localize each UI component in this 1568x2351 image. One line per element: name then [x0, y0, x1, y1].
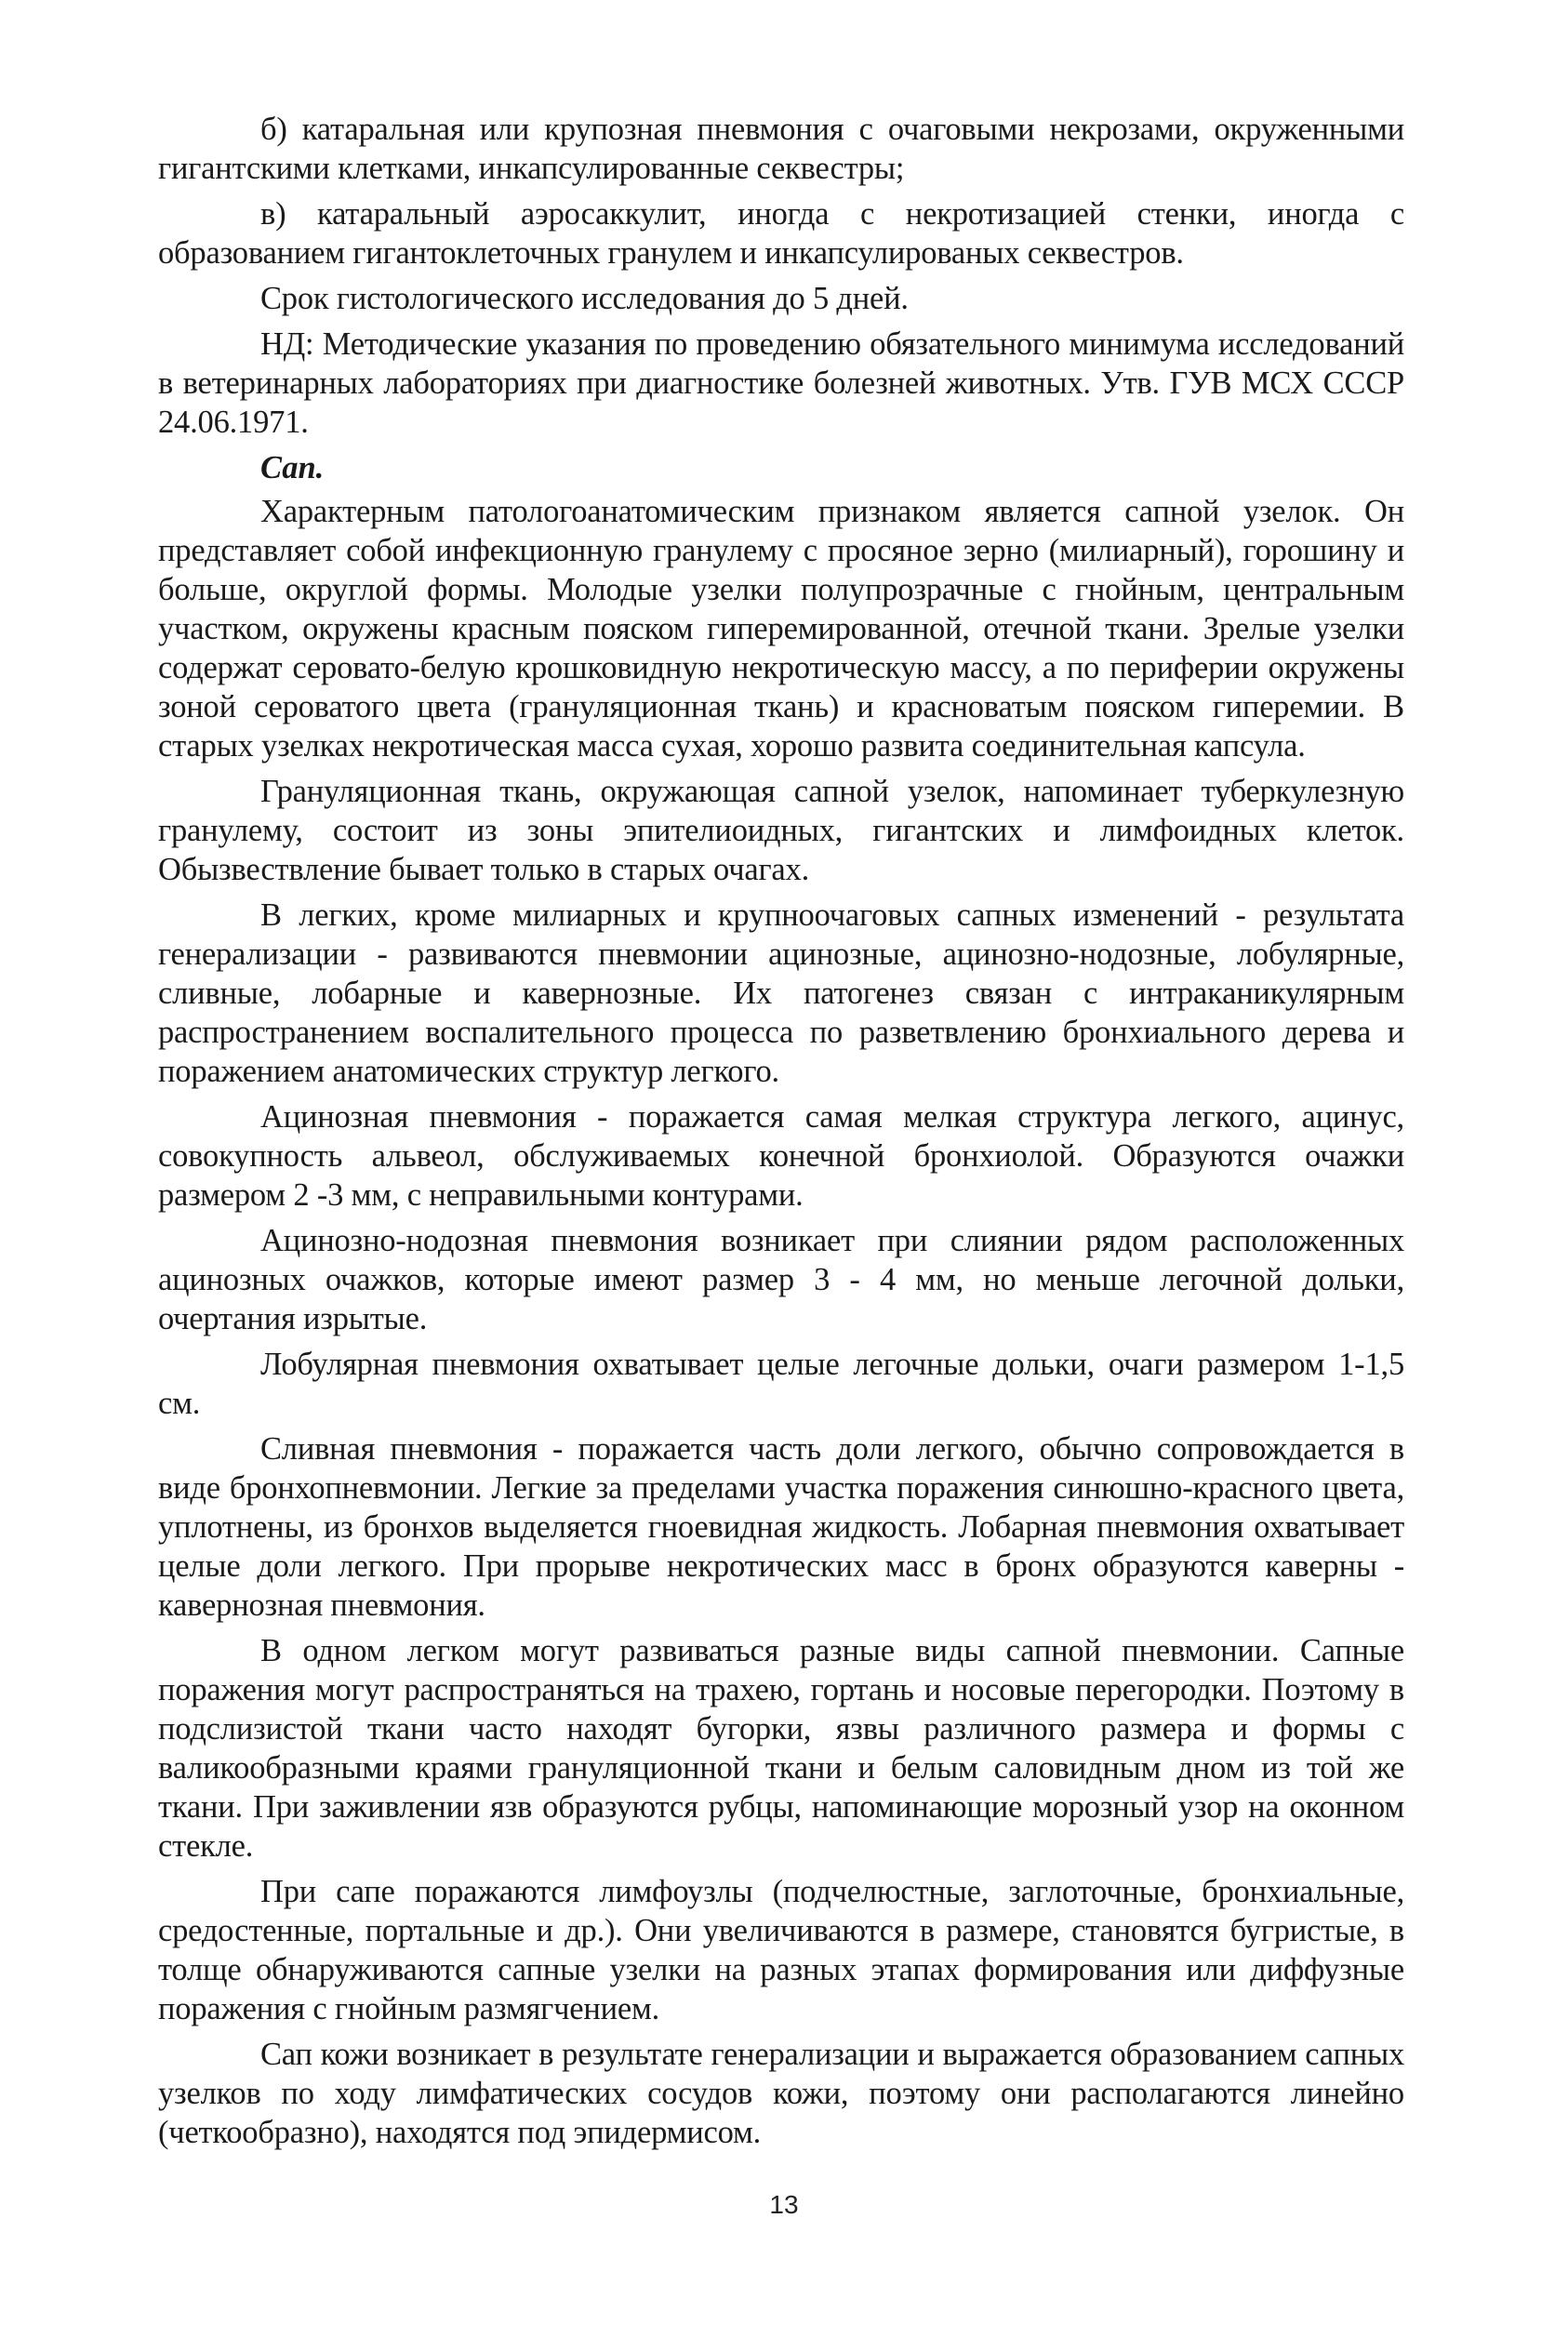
paragraph-lymph-nodes: При сапе поражаются лимфоузлы (подчелюстные, заглоточные, бронхиальные, средостенные, портальные и др.). Они увеличиваются в размере, становятся бугристые, в толще обнаруживаются сапные узелки на разных этапах формирования или диффузные поражения с гнойным размягчением.	[158, 1874, 1404, 2026]
paragraph-granulation-tissue: Грануляционная ткань, окружающая сапной узелок, напоминает туберкулезную гранулему, состоит из зоны эпителиоидных, гигантских и лимфоидных клеток. Обызвествление бывает только в старых очагах.	[158, 774, 1404, 887]
paragraph-item-b: б) катаральная или крупозная пневмония с очаговыми некрозами, окруженными гигантскими клетками, инкапсулированные секвестры;	[158, 112, 1404, 186]
section-heading: Сап.	[260, 450, 325, 485]
paragraph-item-v: в) катаральный аэросаккулит, иногда с некротизацией стенки, иногда с образованием гигантоклеточных гранулем и инкапсулированых секвестров.	[158, 196, 1404, 271]
paragraph-normative-doc: НД: Методические указания по проведению обязательного минимума исследований в ветеринарных лабораториях при диагностике болезней животных. Утв. ГУВ МСХ СССР 24.06.1971.	[158, 326, 1404, 440]
document-page	[158, 110, 1404, 2239]
paragraph-glanders-nodule: Характерным патологоанатомическим признаком является сапной узелок. Он представляет собой инфекционную гранулему с просяное зерно (милиарный), горошину и больше, округлой формы. Молодые узелки полупрозрачные с гнойным, центральным участком, окружены красным пояском гиперемированной, отечной ткани. Зрелые узелки содержат серовато-белую крошковидную некротическую массу, а по периферии окружены зоной сероватого цвета (грануляционная ткань) и красноватым пояском гиперемии. В старых узелках некротическая масса сухая, хорошо развита соединительная капсула.	[158, 494, 1404, 764]
paragraph-exam-term: Срок гистологического исследования до 5 дней.	[260, 281, 909, 316]
paragraph-lobular-pneumonia: Лобулярная пневмония охватывает целые легочные дольки, очаги размером 1-1,5 см.	[158, 1347, 1404, 1421]
paragraph-acinous-pneumonia: Ацинозная пневмония - поражается самая мелкая структура легкого, ацинус, совокупность альвеол, обслуживаемых конечной бронхиолой. Образуются очажки размером 2 -3 мм, с неправильными контурами.	[158, 1099, 1404, 1213]
paragraph-skin-glanders: Сап кожи возникает в результате генерализации и выражается образованием сапных узелков по ходу лимфатических сосудов кожи, поэтому они располагаются линейно (четкообразно), находятся под эпидермисом.	[158, 2037, 1404, 2150]
paragraph-confluent-pneumonia: Сливная пневмония - поражается часть доли легкого, обычно сопровождается в виде бронхопневмонии. Легкие за пределами участка поражения синюшно-красного цвета, уплотнены, из бронхов выделяется гноевидная жидкость. Лобарная пневмония охватывает целые доли легкого. При прорыве некротических масс в бронх образуются каверны - кавернозная пневмония.	[158, 1431, 1404, 1623]
page-number: 13	[769, 2190, 799, 2219]
paragraph-acinous-nodose-pneumonia: Ацинозно-нодозная пневмония возникает при слиянии рядом расположенных ацинозных очажков, которые имеют размер 3 - 4 мм, но меньше легочной дольки, очертания изрытые.	[158, 1223, 1404, 1336]
paragraph-lung-pneumonias: В легких, кроме милиарных и крупноочаговых сапных изменений - результата генерализации - развиваются пневмонии ацинозные, ацинозно-нодозные, лобулярные, сливные, лобарные и кавернозные. Их патогенез связан с интраканикулярным распространением воспалительного процесса по разветвлению бронхиального дерева и поражением анатомических структур легкого.	[158, 897, 1404, 1089]
paragraph-lung-lesions: В одном легком могут развиваться разные виды сапной пневмонии. Сапные поражения могут распространяться на трахею, гортань и носовые перегородки. Поэтому в подслизистой ткани часто находят бугорки, язвы различного размера и формы с валикообразными краями грануляционной ткани и белым саловидным дном из той же ткани. При заживлении язв образуются рубцы, напоминающие морозный узор на оконном стекле.	[158, 1633, 1404, 1864]
